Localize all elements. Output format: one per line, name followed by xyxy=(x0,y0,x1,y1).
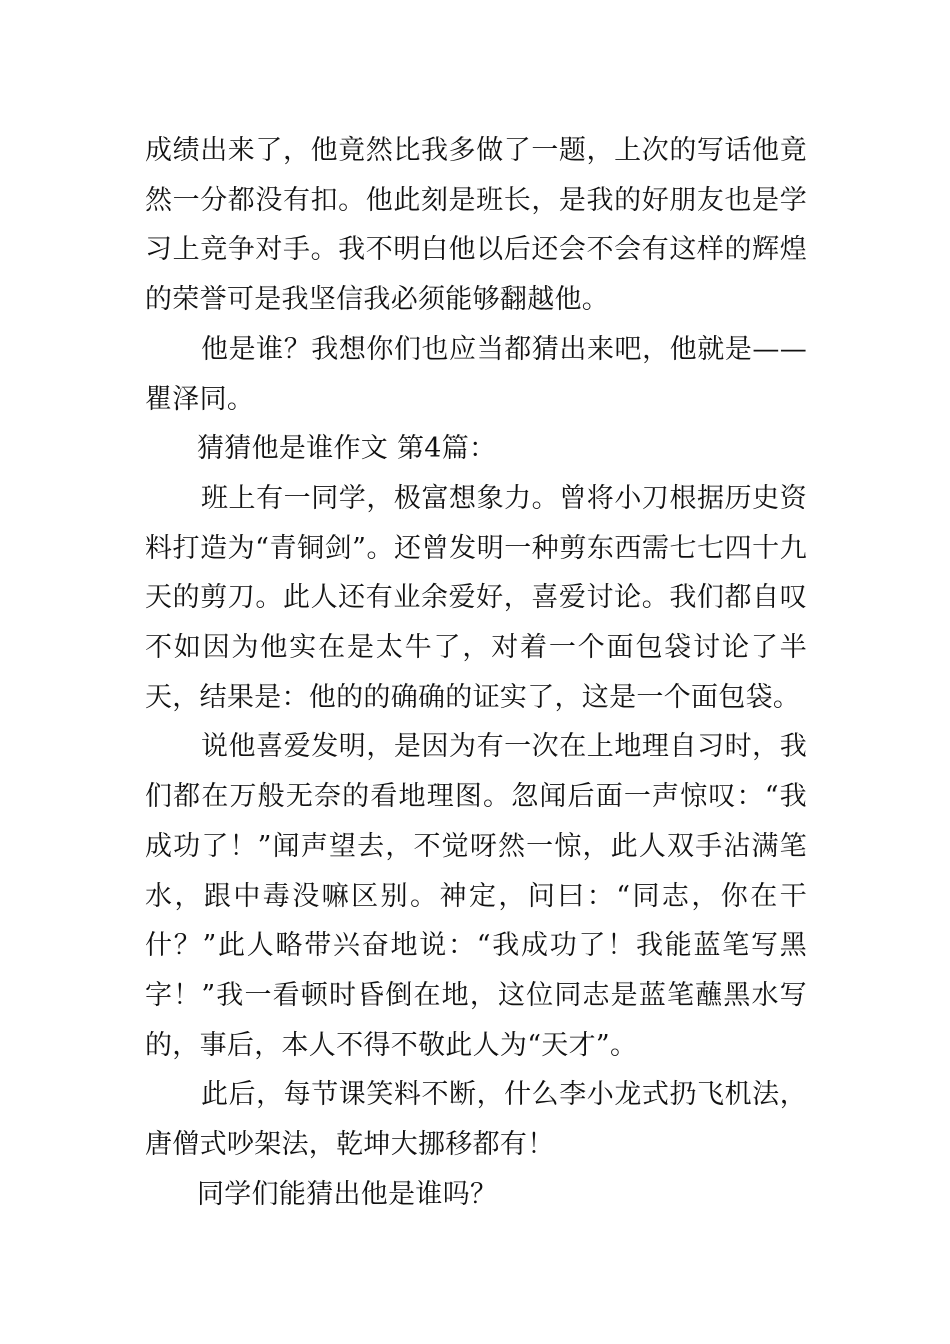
paragraph-reveal: 他是谁？我想你们也应当都猜出来吧，他就是——瞿泽同。 xyxy=(145,333,807,415)
section-heading: 猜猜他是谁作文 第4篇： xyxy=(197,433,497,465)
paragraph-closing-question: 同学们能猜出他是谁吗？ xyxy=(197,1178,498,1210)
paragraph-continuation: 成绩出来了，他竟然比我多做了一题，上次的写话他竟然一分都没有扣。他此刻是班长，是我的好朋友也是学习上竞争对手。我不明白他以后还会不会有这样的辉煌的荣誉可是我坚信我必须能够翻越他。 xyxy=(145,135,807,316)
document-body xyxy=(145,126,807,1219)
paragraph-jokes: 此后，每节课笑料不断，什么李小龙式扔飞机法，唐僧式吵架法，乾坤大挪移都有！ xyxy=(145,1079,807,1161)
paragraph-invention-story: 说他喜爱发明，是因为有一次在上地理自习时，我们都在万般无奈的看地理图。忽闻后面一声惊叹：“我成功了！”闻声望去，不觉呀然一惊，此人双手沾满笔水，跟中毒没嘛区别。神定，问曰：“同志，你在干什？”此人略带兴奋地说：“我成功了！我能蓝笔写黑字！”我一看顿时昏倒在地，这位同志是蓝笔蘸黑水写的，事后，本人不得不敬此人为“天才”。 xyxy=(145,731,807,1061)
paragraph-intro: 班上有一同学，极富想象力。曾将小刀根据历史资料打造为“青铜剑”。还曾发明一种剪东西需七七四十九天的剪刀。此人还有业余爱好，喜爱讨论。我们都自叹不如因为他实在是太牛了，对着一个面包袋讨论了半天，结果是：他的的确确的证实了，这是一个面包袋。 xyxy=(145,482,807,713)
